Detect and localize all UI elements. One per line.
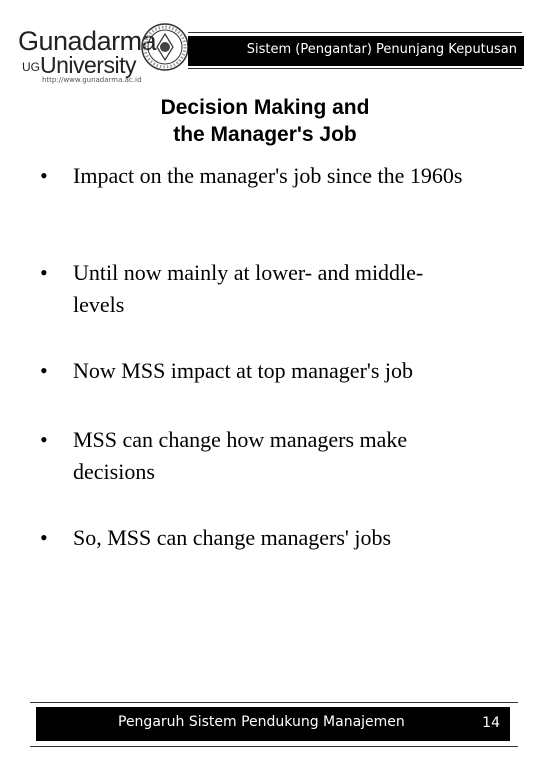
header-rule-bottom: [188, 68, 522, 69]
bullet-text: Until now mainly at lower- and middle-levels: [73, 260, 424, 317]
footer-title: Pengaruh Sistem Pendukung Manajemen: [118, 714, 405, 730]
course-title: Sistem (Pengantar) Penunjang Keputusan: [246, 42, 517, 57]
bullet-dot-icon: •: [40, 525, 48, 550]
footer-rule-top: [30, 702, 518, 703]
university-seal-icon: [140, 22, 190, 72]
bullet-text: So, MSS can change managers' jobs: [73, 525, 392, 550]
bullet-text: Now MSS impact at top manager's job: [73, 358, 414, 383]
header-rule-top: [188, 32, 522, 33]
slide-header: [0, 0, 540, 92]
logo-text-gunadarma: Gunadarma: [18, 26, 157, 56]
bullet-dot-icon: •: [40, 163, 48, 188]
logo-url: http://www.gunadarma.ac.id: [42, 76, 142, 84]
page-number: 14: [482, 715, 500, 731]
logo-text-university: University: [40, 52, 136, 78]
header-bar: [188, 36, 524, 66]
bullet-dot-icon: •: [40, 427, 48, 452]
bullet-text: Impact on the manager's job since the 1960s: [73, 163, 463, 188]
bullet-text: MSS can change how managers make decisions: [73, 427, 408, 484]
bullet-item: [40, 355, 413, 387]
slide-title: [0, 94, 530, 148]
logo-text-ug: UG: [22, 60, 40, 74]
bullet-dot-icon: •: [40, 260, 48, 285]
bullet-dot-icon: •: [40, 358, 48, 383]
bullet-item: [40, 160, 462, 192]
bullet-item: [40, 522, 391, 554]
slide-title-line-1: Decision Making and: [160, 96, 370, 119]
bullet-item: [40, 257, 470, 321]
slide-footer: [36, 707, 510, 741]
slide-title-line-2: the Manager's Job: [173, 123, 357, 146]
bullet-item: [40, 424, 470, 488]
footer-rule-bottom: [30, 746, 518, 747]
